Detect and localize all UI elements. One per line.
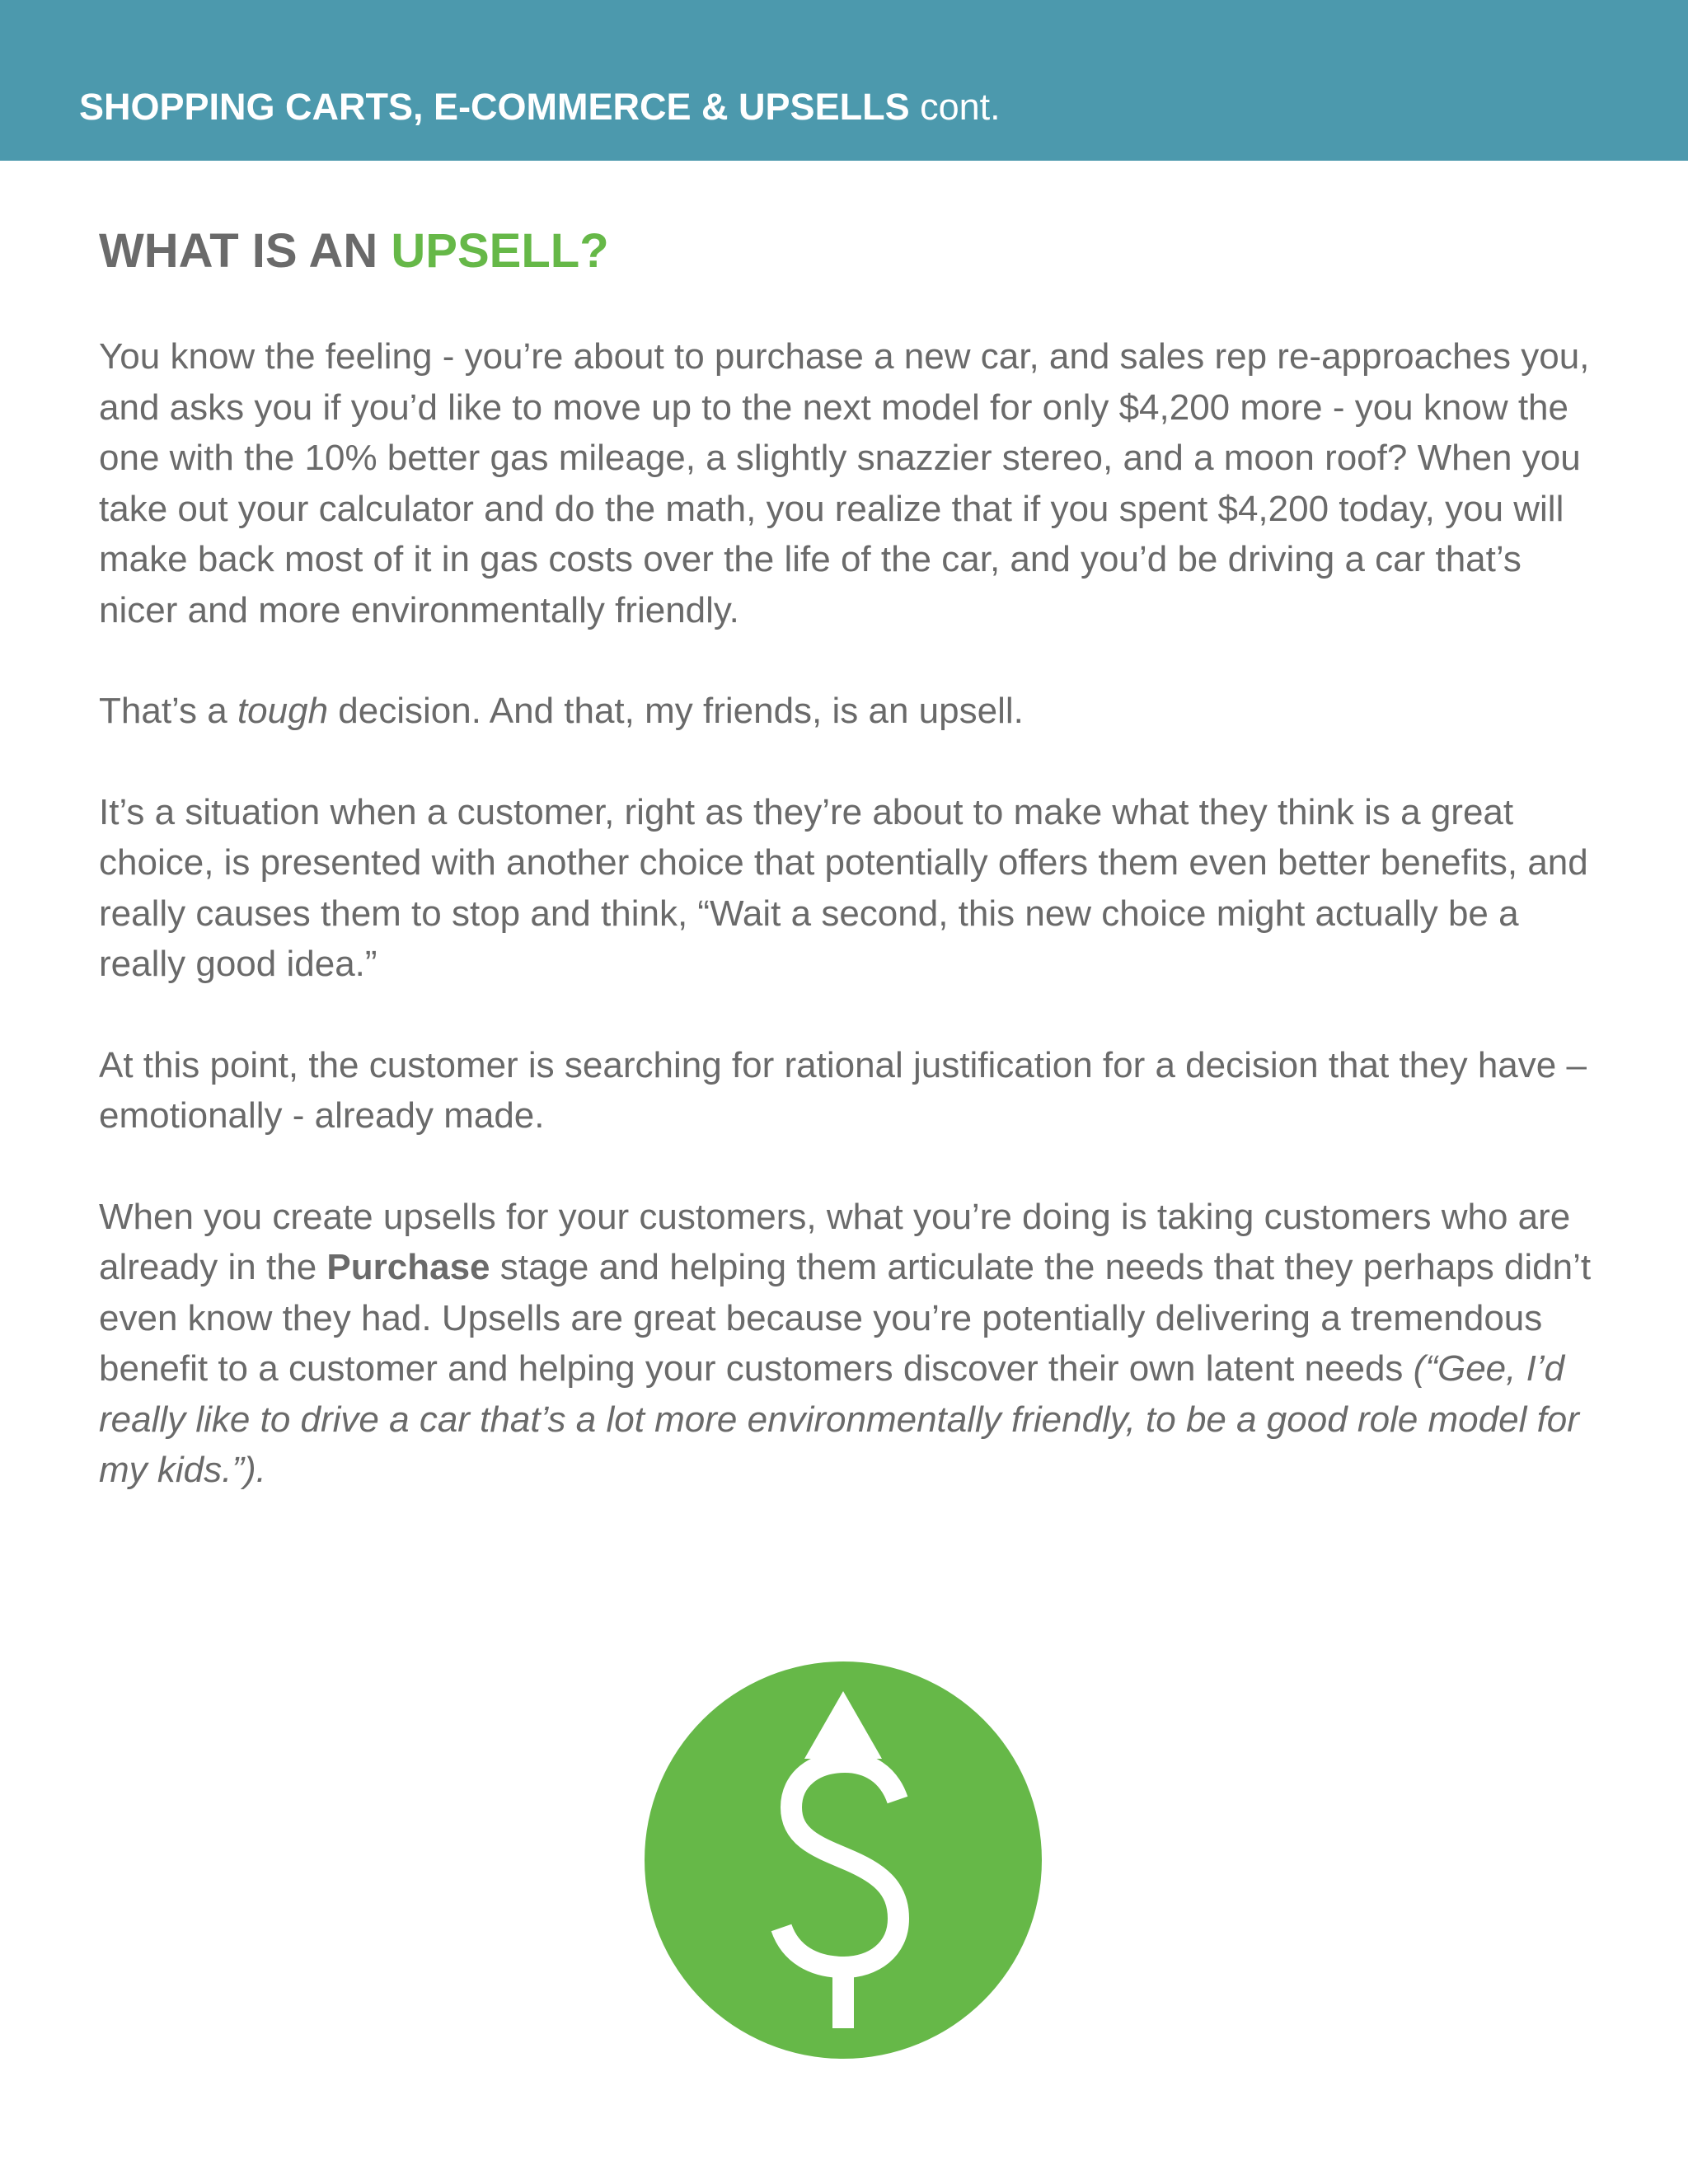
paragraph-car-example: You know the feeling - you’re about to purchase a new car, and sales rep re-approaches you, and asks you if you’d like to move up to the next model for only $4,200 more - you know the one with the 10% better gas mileage, a slightly snazzier stereo, and a moon roof? When you take out your calculator and do the math, you realize that if you spent $4,200 today, you will make back most of it in gas costs over the life of the car, and you’d be driving a car that’s nicer and more environmentally friendly.	[99, 336, 1590, 630]
dollar-up-arrow-icon	[645, 1661, 1042, 2059]
p2-text-before: That’s a	[99, 691, 227, 731]
p2-italic-word: tough	[237, 691, 329, 731]
paragraph-tough-decision	[99, 686, 1607, 737]
paragraph-situation: It’s a situation when a customer, right as they’re about to make what they think is a great choice, is presented with another choice that potentially offers them even better benefits, and really causes them to stop and think, “Wait a second, this new choice might actually be a really good idea.”	[99, 791, 1588, 984]
p2-text-after: decision. And that, my friends, is an upsell.	[338, 691, 1024, 731]
page-content	[99, 223, 1607, 1496]
header-bar	[0, 0, 1688, 161]
p5-text-before: When you create upsells for your customers, what you’re doing is taking customers who are already in the	[99, 1196, 1571, 1287]
header-title-bold: SHOPPING CARTS, E-COMMERCE & UPSELLS	[79, 86, 910, 128]
p5-text-middle: stage and helping them articulate the needs that they perhaps didn’t even know they had. Upsells are great because you’re potentially delivering a tremendous benefit to a customer and helping your customers discover their own latent needs	[99, 1247, 1592, 1389]
page-title-accent: UPSELL?	[391, 224, 609, 278]
page-title	[99, 223, 1607, 280]
paragraph-rational-justification: At this point, the customer is searching for rational justification for a decision that they have – emotionally - already made.	[99, 1044, 1587, 1136]
header-title-suffix: cont.	[920, 86, 1001, 128]
page-title-prefix: WHAT IS AN	[99, 224, 378, 278]
paragraph-create-upsells	[99, 1192, 1607, 1496]
p5-bold-word: Purchase	[326, 1247, 490, 1287]
p5-italic-quote: (“Gee, I’d really like to drive a car that’s a lot more environmentally friendly, to be a good role model for my kids.”).	[99, 1348, 1579, 1490]
section-header-title	[79, 82, 1001, 132]
